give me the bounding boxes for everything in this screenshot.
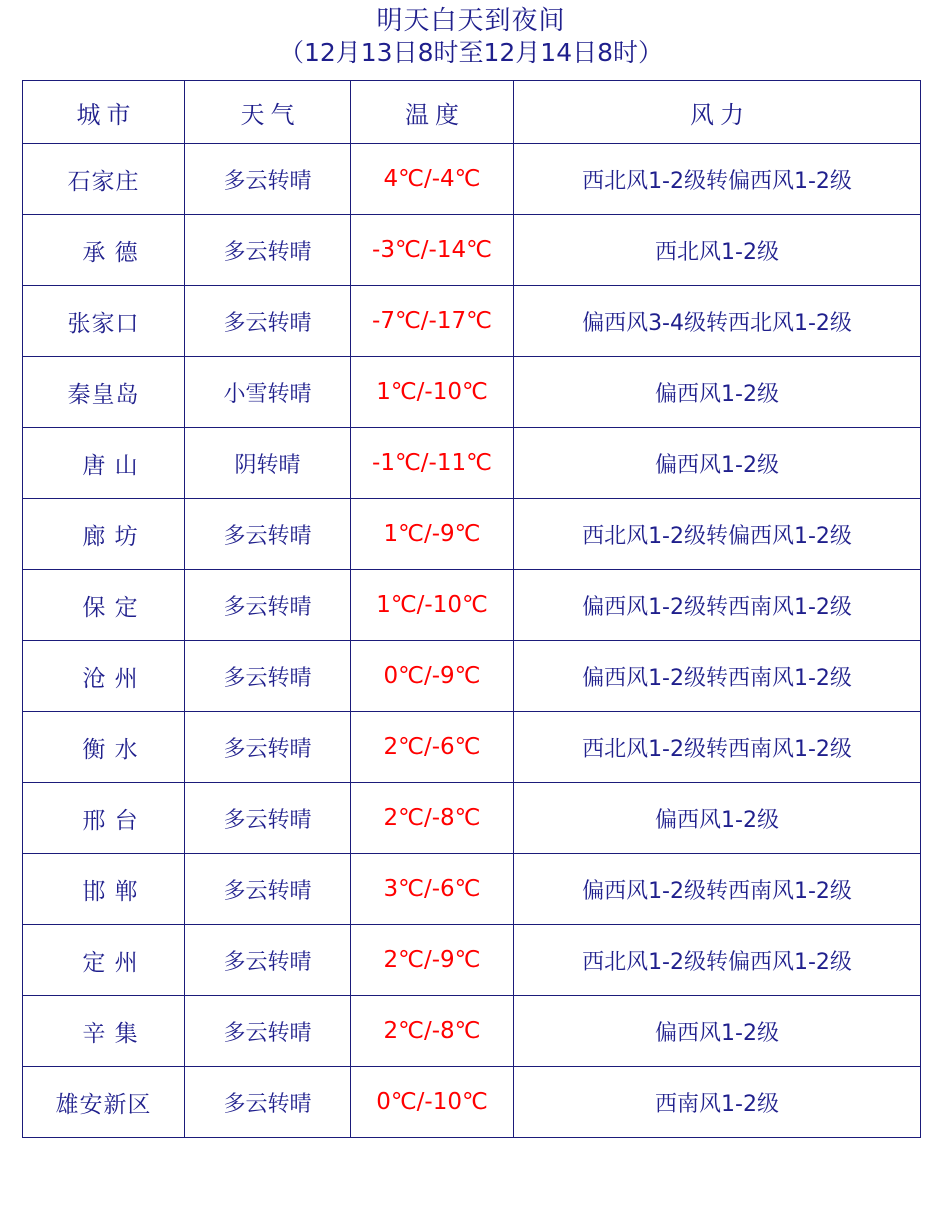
cell-city: 保 定 bbox=[23, 570, 185, 641]
cell-city: 定 州 bbox=[23, 925, 185, 996]
cell-temperature: -3℃/-14℃ bbox=[351, 215, 514, 286]
cell-city: 沧 州 bbox=[23, 641, 185, 712]
cell-temperature: 3℃/-6℃ bbox=[351, 854, 514, 925]
cell-city: 石家庄 bbox=[23, 144, 185, 215]
cell-temperature: -1℃/-11℃ bbox=[351, 428, 514, 499]
cell-weather: 多云转晴 bbox=[185, 499, 351, 570]
column-header-city: 城市 bbox=[23, 81, 185, 144]
cell-city: 雄安新区 bbox=[23, 1067, 185, 1138]
cell-wind: 偏西风1-2级转西南风1-2级 bbox=[514, 570, 921, 641]
cell-temperature: 2℃/-8℃ bbox=[351, 996, 514, 1067]
cell-weather: 多云转晴 bbox=[185, 996, 351, 1067]
table-header bbox=[23, 81, 921, 144]
table-row bbox=[23, 712, 921, 783]
cell-wind: 西北风1-2级转偏西风1-2级 bbox=[514, 925, 921, 996]
table-row bbox=[23, 641, 921, 712]
table-row bbox=[23, 357, 921, 428]
cell-wind: 偏西风3-4级转西北风1-2级 bbox=[514, 286, 921, 357]
cell-temperature: 0℃/-9℃ bbox=[351, 641, 514, 712]
cell-weather: 多云转晴 bbox=[185, 144, 351, 215]
table-row bbox=[23, 854, 921, 925]
title-subtitle: （12月13日8时至12月14日8时） bbox=[278, 37, 664, 67]
cell-temperature: 1℃/-10℃ bbox=[351, 570, 514, 641]
cell-wind: 偏西风1-2级 bbox=[514, 783, 921, 854]
cell-weather: 多云转晴 bbox=[185, 854, 351, 925]
column-header-temperature: 温度 bbox=[351, 81, 514, 144]
table-row bbox=[23, 499, 921, 570]
cell-wind: 西北风1-2级 bbox=[514, 215, 921, 286]
cell-wind: 偏西风1-2级转西南风1-2级 bbox=[514, 641, 921, 712]
cell-temperature: 4℃/-4℃ bbox=[351, 144, 514, 215]
weather-table bbox=[22, 80, 921, 1138]
table-row bbox=[23, 996, 921, 1067]
cell-weather: 多云转晴 bbox=[185, 641, 351, 712]
cell-temperature: 2℃/-8℃ bbox=[351, 783, 514, 854]
cell-wind: 偏西风1-2级 bbox=[514, 428, 921, 499]
table-row bbox=[23, 783, 921, 854]
cell-temperature: -7℃/-17℃ bbox=[351, 286, 514, 357]
cell-city: 邢 台 bbox=[23, 783, 185, 854]
cell-wind: 西南风1-2级 bbox=[514, 1067, 921, 1138]
cell-city: 秦皇岛 bbox=[23, 357, 185, 428]
cell-temperature: 1℃/-10℃ bbox=[351, 357, 514, 428]
table-row bbox=[23, 144, 921, 215]
page-title bbox=[22, 6, 920, 68]
cell-temperature: 2℃/-9℃ bbox=[351, 925, 514, 996]
cell-weather: 阴转晴 bbox=[185, 428, 351, 499]
cell-weather: 多云转晴 bbox=[185, 215, 351, 286]
cell-weather: 多云转晴 bbox=[185, 1067, 351, 1138]
column-header-wind: 风力 bbox=[514, 81, 921, 144]
cell-weather: 多云转晴 bbox=[185, 712, 351, 783]
cell-city: 衡 水 bbox=[23, 712, 185, 783]
cell-wind: 偏西风1-2级转西南风1-2级 bbox=[514, 854, 921, 925]
cell-temperature: 1℃/-9℃ bbox=[351, 499, 514, 570]
cell-wind: 西北风1-2级转偏西风1-2级 bbox=[514, 144, 921, 215]
cell-city: 唐 山 bbox=[23, 428, 185, 499]
cell-city: 张家口 bbox=[23, 286, 185, 357]
column-header-weather: 天气 bbox=[185, 81, 351, 144]
table-header-row bbox=[23, 81, 921, 144]
cell-weather: 多云转晴 bbox=[185, 783, 351, 854]
cell-city: 邯 郸 bbox=[23, 854, 185, 925]
cell-wind: 偏西风1-2级 bbox=[514, 996, 921, 1067]
table-row bbox=[23, 925, 921, 996]
cell-wind: 偏西风1-2级 bbox=[514, 357, 921, 428]
table-row bbox=[23, 570, 921, 641]
cell-wind: 西北风1-2级转西南风1-2级 bbox=[514, 712, 921, 783]
cell-weather: 小雪转晴 bbox=[185, 357, 351, 428]
table-row bbox=[23, 286, 921, 357]
table-row bbox=[23, 428, 921, 499]
cell-weather: 多云转晴 bbox=[185, 925, 351, 996]
table-row bbox=[23, 1067, 921, 1138]
cell-city: 承 德 bbox=[23, 215, 185, 286]
table-row bbox=[23, 215, 921, 286]
table-body bbox=[23, 144, 921, 1138]
title-main: 明天白天到夜间 bbox=[376, 6, 566, 36]
cell-temperature: 2℃/-6℃ bbox=[351, 712, 514, 783]
cell-wind: 西北风1-2级转偏西风1-2级 bbox=[514, 499, 921, 570]
cell-city: 辛 集 bbox=[23, 996, 185, 1067]
cell-city: 廊 坊 bbox=[23, 499, 185, 570]
cell-weather: 多云转晴 bbox=[185, 286, 351, 357]
cell-weather: 多云转晴 bbox=[185, 570, 351, 641]
cell-temperature: 0℃/-10℃ bbox=[351, 1067, 514, 1138]
